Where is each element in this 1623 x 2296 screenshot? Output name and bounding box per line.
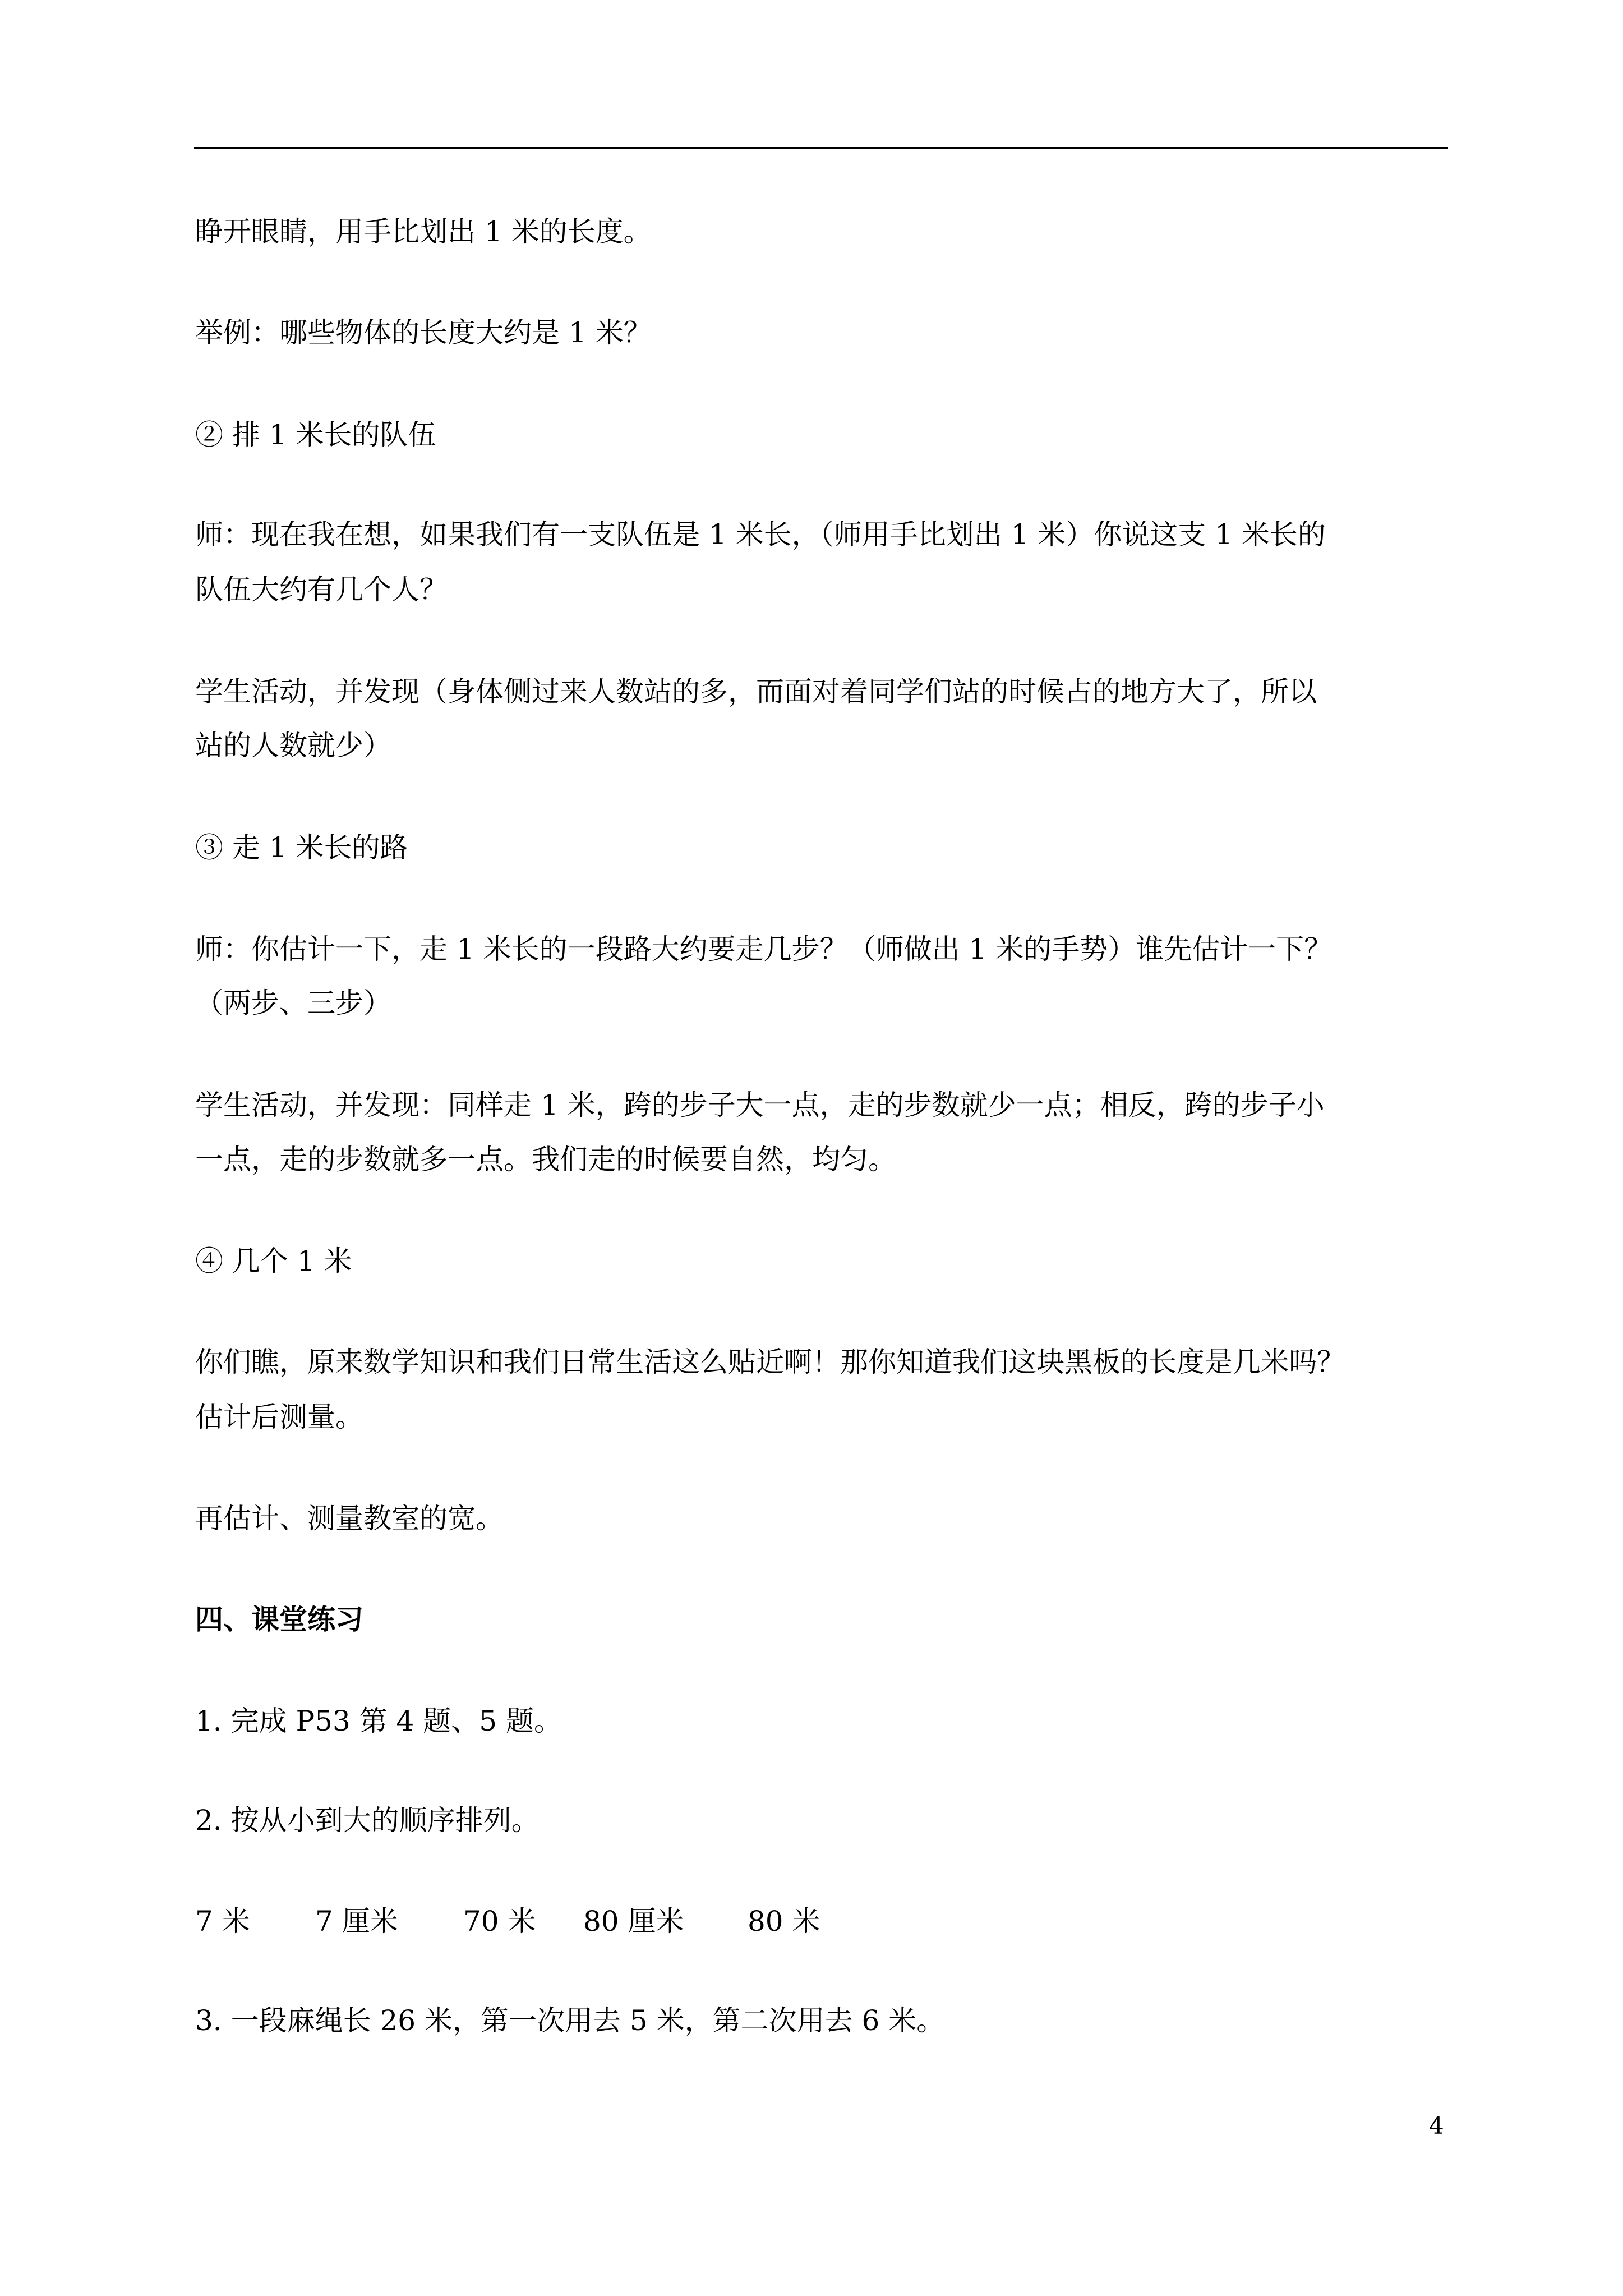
sequence-item: 7 厘米 (315, 1905, 398, 1938)
section-heading: 四、课堂练习 (195, 1603, 363, 1636)
step-heading: ④ 几个 1 米 (195, 1245, 352, 1277)
paragraph: （两步、三步） (195, 987, 391, 1019)
paragraph: 举例：哪些物体的长度大约是 1 米？ (195, 316, 652, 349)
exercise-item: 2. 按从小到大的顺序排列。 (195, 1804, 540, 1837)
exercise-item: 3. 一段麻绳长 26 米，第一次用去 5 米，第二次用去 6 米。 (195, 2004, 945, 2037)
paragraph: 一点，走的步数就多一点。我们走的时候要自然，均匀。 (195, 1143, 896, 1176)
paragraph: 师：现在我在想，如果我们有一支队伍是 1 米长，（师用手比划出 1 米）你说这支 1 米长的 (195, 518, 1326, 551)
sequence-item: 70 米 (463, 1905, 536, 1938)
sequence-item: 7 米 (195, 1905, 250, 1938)
header-rule (194, 147, 1448, 149)
paragraph: 队伍大约有几个人？ (195, 573, 448, 606)
page-number: 4 (1429, 2112, 1444, 2139)
paragraph: 估计后测量。 (195, 1401, 363, 1433)
paragraph: 再估计、测量教室的宽。 (195, 1502, 504, 1535)
paragraph: 学生活动，并发现（身体侧过来人数站的多，而面对着同学们站的时候占的地方大了，所以 (195, 675, 1317, 708)
exercise-item: 1. 完成 P53 第 4 题、5 题。 (195, 1705, 562, 1737)
step-heading: ② 排 1 米长的队伍 (195, 418, 436, 451)
paragraph: 学生活动，并发现：同样走 1 米，跨的步子大一点，走的步数就少一点；相反，跨的步子小 (195, 1089, 1325, 1121)
paragraph: 你们瞧，原来数学知识和我们日常生活这么贴近啊！那你知道我们这块黑板的长度是几米吗？ (195, 1346, 1345, 1378)
sequence-item: 80 厘米 (583, 1905, 684, 1938)
step-heading: ③ 走 1 米长的路 (195, 831, 408, 864)
paragraph: 站的人数就少） (195, 729, 391, 762)
paragraph: 睁开眼睛，用手比划出 1 米的长度。 (195, 215, 652, 248)
sequence-item: 80 米 (748, 1905, 820, 1938)
paragraph: 师：你估计一下，走 1 米长的一段路大约要走几步？（师做出 1 米的手势）谁先估计一下？ (195, 933, 1332, 965)
